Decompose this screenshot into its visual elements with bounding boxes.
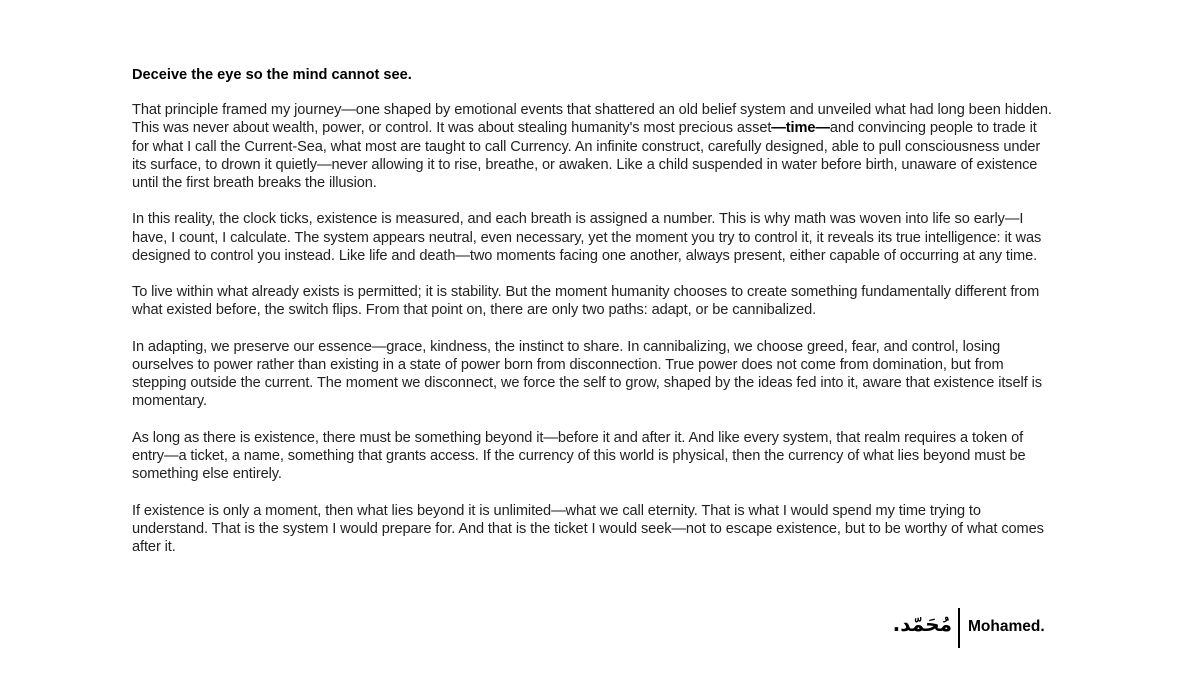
essay-paragraph-5: As long as there is existence, there must be something beyond it—before it and after it. And like every system, that realm requires a token of entry—a ticket, a name, something that grants access. If the currency of this world is physical, then the currency of what lies beyond must be something else entirely. [132, 429, 1026, 483]
essay-paragraph-6: If existence is only a moment, then what lies beyond it is unlimited—what we call eternity. That is what I would spend my time trying to understand. That is the system I would prepare for. And that is the ticket I would seek—not to escape existence, but to be worthy of what comes after it. [132, 502, 1044, 555]
signature-divider [958, 608, 960, 648]
author-signature [880, 608, 1060, 648]
essay-paragraph-4: In adapting, we preserve our essence—grace, kindness, the instinct to share. In cannibalizing, we choose greed, fear, and control, losing ourselves to power rather than existing in a state of power born from disconnection. True power does not come from domination, but from stepping outside the current. The moment we disconnect, we force the self to grow, shaped by the ideas fed into it, aware that existence itself is momentary. [132, 338, 1042, 410]
essay-paragraph-1 [132, 101, 1057, 192]
essay-paragraph-3: To live within what already exists is permitted; it is stability. But the moment humanity chooses to create something fundamentally different from what existed before, the switch flips. From that point on, there are only two paths: adapt, or be cannibalized. [132, 284, 1040, 319]
paragraph-1-emphasis-time: —time— [771, 120, 830, 137]
essay-paragraph-2: In this reality, the clock ticks, existence is measured, and each breath is assigned a number. This is why math was woven into life so early—I have, I count, I calculate. The system appears neutral, even necessary, yet the moment you try to control it, it reveals its true intelligence: it was designed to control you instead. Like life and death—two moments facing one another, always present, either capable of occurring at any time. [132, 211, 1042, 264]
signature-arabic-name: مُحَمّد. [892, 612, 952, 636]
essay [132, 66, 1057, 574]
signature-latin-name: Mohamed. [968, 618, 1045, 635]
paragraph-1-text-after: and convincing people to trade it for what I call the Current-Sea, what most are taught to call Currency. An infinite construct, carefully designed, able to pull consciousness under its surface, to drown it quietly—never allowing it to rise, breathe, or awaken. Like a child suspended in water before birth, unaware of existence until the first breath breaks the illusion. [132, 120, 1041, 192]
paragraph-1-text-before: That principle framed my journey—one shaped by emotional events that shattered an old belief system and unveiled what had long been hidden. This was never about wealth, power, or control. It was about stealing humanity's most precious asset [132, 102, 1052, 137]
essay-headline: Deceive the eye so the mind cannot see. [132, 67, 412, 83]
